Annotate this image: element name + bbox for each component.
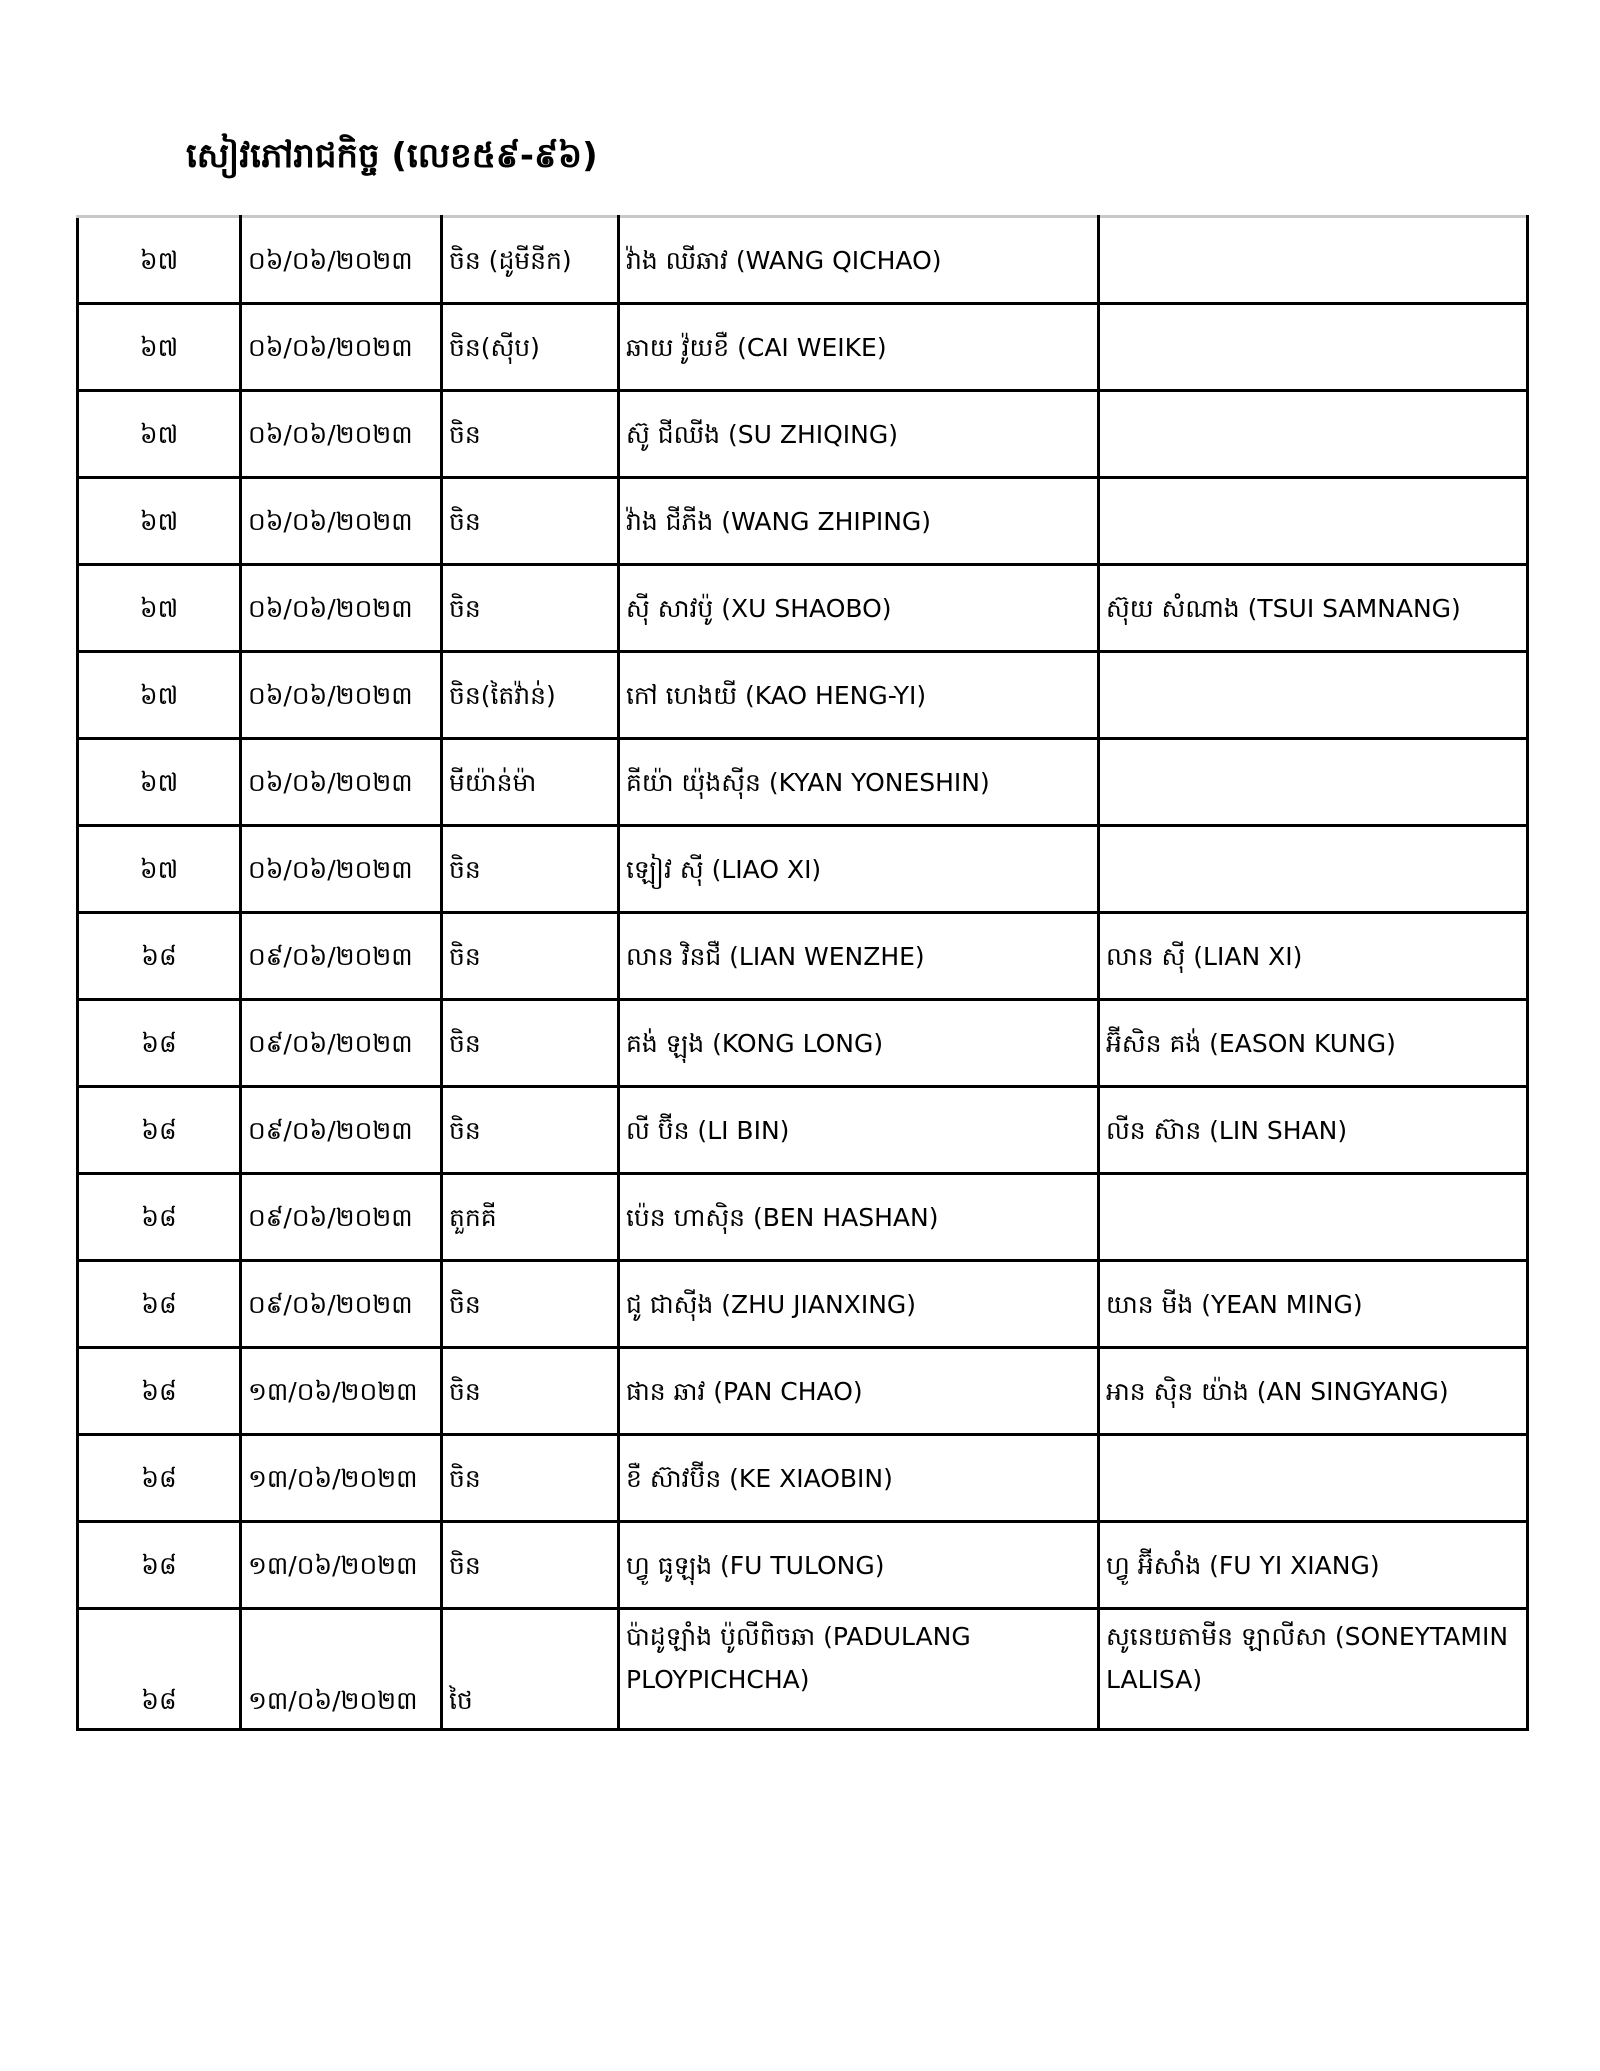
table-row: [78, 565, 1528, 652]
cell-new-name: លាន ស៊ី (LIAN XI): [1099, 913, 1528, 1000]
cell-nationality: ចិន: [442, 565, 619, 652]
cell-name: កៅ ហេងយី (KAO HENG-YI): [619, 652, 1099, 739]
cell-new-name: [1099, 217, 1528, 304]
cell-issue-no: ៦៧: [78, 391, 241, 478]
cell-nationality: ចិន (ដូមីនីក): [442, 217, 619, 304]
table-row: [78, 217, 1528, 304]
cell-name: ឡៀវ ស៊ី (LIAO XI): [619, 826, 1099, 913]
table-row: [78, 913, 1528, 1000]
cell-nationality: ចិន: [442, 1348, 619, 1435]
cell-issue-no: ៦៨: [78, 1435, 241, 1522]
cell-date: ០៦/០៦/២០២៣: [241, 739, 442, 826]
cell-new-name: [1099, 1435, 1528, 1522]
cell-new-name: [1099, 739, 1528, 826]
cell-new-name: អ៊ីសិន គង់ (EASON KUNG): [1099, 1000, 1528, 1087]
table-row: [78, 1087, 1528, 1174]
table-row: [78, 1261, 1528, 1348]
cell-name: លី ប៊ីន (LI BIN): [619, 1087, 1099, 1174]
cell-issue-no: ៦៧: [78, 304, 241, 391]
cell-issue-no: ៦៨: [78, 1087, 241, 1174]
cell-issue-no: ៦៧: [78, 565, 241, 652]
cell-name: ខឺ ស៊ាវប៊ីន (KE XIAOBIN): [619, 1435, 1099, 1522]
table-row: [78, 1348, 1528, 1435]
cell-nationality: ចិន(តៃវ៉ាន់): [442, 652, 619, 739]
cell-name: ឆាយ វ៉ូយខឺ (CAI WEIKE): [619, 304, 1099, 391]
cell-new-name: [1099, 652, 1528, 739]
cell-new-name: [1099, 391, 1528, 478]
cell-issue-no: ៦៨: [78, 1348, 241, 1435]
cell-nationality: ចិន: [442, 1000, 619, 1087]
cell-date: ១៣/០៦/២០២៣: [241, 1348, 442, 1435]
cell-date: ០៩/០៦/២០២៣: [241, 1261, 442, 1348]
cell-name: វ៉ាង ឈីឆាវ (WANG QICHAO): [619, 217, 1099, 304]
cell-nationality: ចិន: [442, 913, 619, 1000]
cell-date: ០៩/០៦/២០២៣: [241, 1087, 442, 1174]
table-row: [78, 1174, 1528, 1261]
cell-nationality: ចិន: [442, 1261, 619, 1348]
cell-new-name: [1099, 304, 1528, 391]
cell-nationality: មីយ៉ាន់ម៉ា: [442, 739, 619, 826]
cell-name: ប៉េន ហាស៊ិន (BEN HASHAN): [619, 1174, 1099, 1261]
cell-name: លាន វិនជឺ (LIAN WENZHE): [619, 913, 1099, 1000]
cell-nationality: ចិន(ស៊ីប): [442, 304, 619, 391]
cell-issue-no: ៦៨: [78, 913, 241, 1000]
cell-date: ១៣/០៦/២០២៣: [241, 1435, 442, 1522]
cell-issue-no: ៦៨: [78, 1609, 241, 1730]
table-row: [78, 478, 1528, 565]
cell-nationality: ចិន: [442, 1087, 619, 1174]
cell-issue-no: ៦៧: [78, 826, 241, 913]
cell-new-name: យាន មីង (YEAN MING): [1099, 1261, 1528, 1348]
cell-new-name: ហ្វូ អ៊ីសាំង (FU YI XIANG): [1099, 1522, 1528, 1609]
cell-name: ស៊ី សាវប៉ូ (XU SHAOBO): [619, 565, 1099, 652]
cell-nationality: ចិន: [442, 478, 619, 565]
cell-issue-no: ៦៧: [78, 652, 241, 739]
cell-date: ០៩/០៦/២០២៣: [241, 1000, 442, 1087]
table-row: [78, 826, 1528, 913]
table-row: [78, 1435, 1528, 1522]
cell-date: ០៦/០៦/២០២៣: [241, 565, 442, 652]
table-row: [78, 304, 1528, 391]
cell-issue-no: ៦៧: [78, 217, 241, 304]
cell-issue-no: ៦៨: [78, 1000, 241, 1087]
cell-name: ហ្វូ ធូឡុង (FU TULONG): [619, 1522, 1099, 1609]
table-row: [78, 652, 1528, 739]
table-row: [78, 1609, 1528, 1730]
cell-date: ១៣/០៦/២០២៣: [241, 1522, 442, 1609]
cell-name: ប៉ាដូឡាំង ប៉ូលីពិចឆា (PADULANG PLOYPICHCHA): [619, 1609, 1099, 1730]
cell-new-name: ស៊ុយ សំណាង (TSUI SAMNANG): [1099, 565, 1528, 652]
cell-name: ជូ ជាស៊ីង (ZHU JIANXING): [619, 1261, 1099, 1348]
cell-nationality: ចិន: [442, 1522, 619, 1609]
cell-new-name: [1099, 826, 1528, 913]
cell-issue-no: ៦៨: [78, 1174, 241, 1261]
cell-nationality: តួកគី: [442, 1174, 619, 1261]
table-row: [78, 391, 1528, 478]
cell-new-name: អាន ស៊ិន យ៉ាង (AN SINGYANG): [1099, 1348, 1528, 1435]
cell-date: ០៦/០៦/២០២៣: [241, 391, 442, 478]
cell-nationality: ចិន: [442, 1435, 619, 1522]
table-row: [78, 1000, 1528, 1087]
cell-name: វ៉ាង ជីភីង (WANG ZHIPING): [619, 478, 1099, 565]
cell-date: ១៣/០៦/២០២៣: [241, 1609, 442, 1730]
cell-name: គង់ ឡុង (KONG LONG): [619, 1000, 1099, 1087]
registry-table: [76, 215, 1529, 1731]
cell-name: ផាន ឆាវ (PAN CHAO): [619, 1348, 1099, 1435]
cell-issue-no: ៦៧: [78, 739, 241, 826]
document-title: សៀវភៅរាជកិច្ច (លេខ៥៩-៩៦): [186, 136, 598, 176]
cell-date: ០៦/០៦/២០២៣: [241, 304, 442, 391]
cell-date: ០៦/០៦/២០២៣: [241, 652, 442, 739]
cell-new-name: លីន ស៊ាន (LIN SHAN): [1099, 1087, 1528, 1174]
cell-nationality: ចិន: [442, 391, 619, 478]
cell-name: ស៊ូ ជីឈីង (SU ZHIQING): [619, 391, 1099, 478]
cell-date: ០៦/០៦/២០២៣: [241, 217, 442, 304]
cell-new-name: [1099, 478, 1528, 565]
cell-new-name: [1099, 1174, 1528, 1261]
cell-nationality: ថៃ: [442, 1609, 619, 1730]
cell-new-name: សូនេយតាមីន ឡាលីសា (SONEYTAMIN LALISA): [1099, 1609, 1528, 1730]
cell-date: ០៦/០៦/២០២៣: [241, 826, 442, 913]
table-row: [78, 739, 1528, 826]
table-row: [78, 1522, 1528, 1609]
cell-issue-no: ៦៨: [78, 1261, 241, 1348]
cell-date: ០៦/០៦/២០២៣: [241, 478, 442, 565]
cell-name: គីយ៉ា យ៉ុងស៊ីន (KYAN YONESHIN): [619, 739, 1099, 826]
cell-issue-no: ៦៧: [78, 478, 241, 565]
cell-date: ០៩/០៦/២០២៣: [241, 913, 442, 1000]
cell-date: ០៩/០៦/២០២៣: [241, 1174, 442, 1261]
cell-nationality: ចិន: [442, 826, 619, 913]
cell-issue-no: ៦៨: [78, 1522, 241, 1609]
